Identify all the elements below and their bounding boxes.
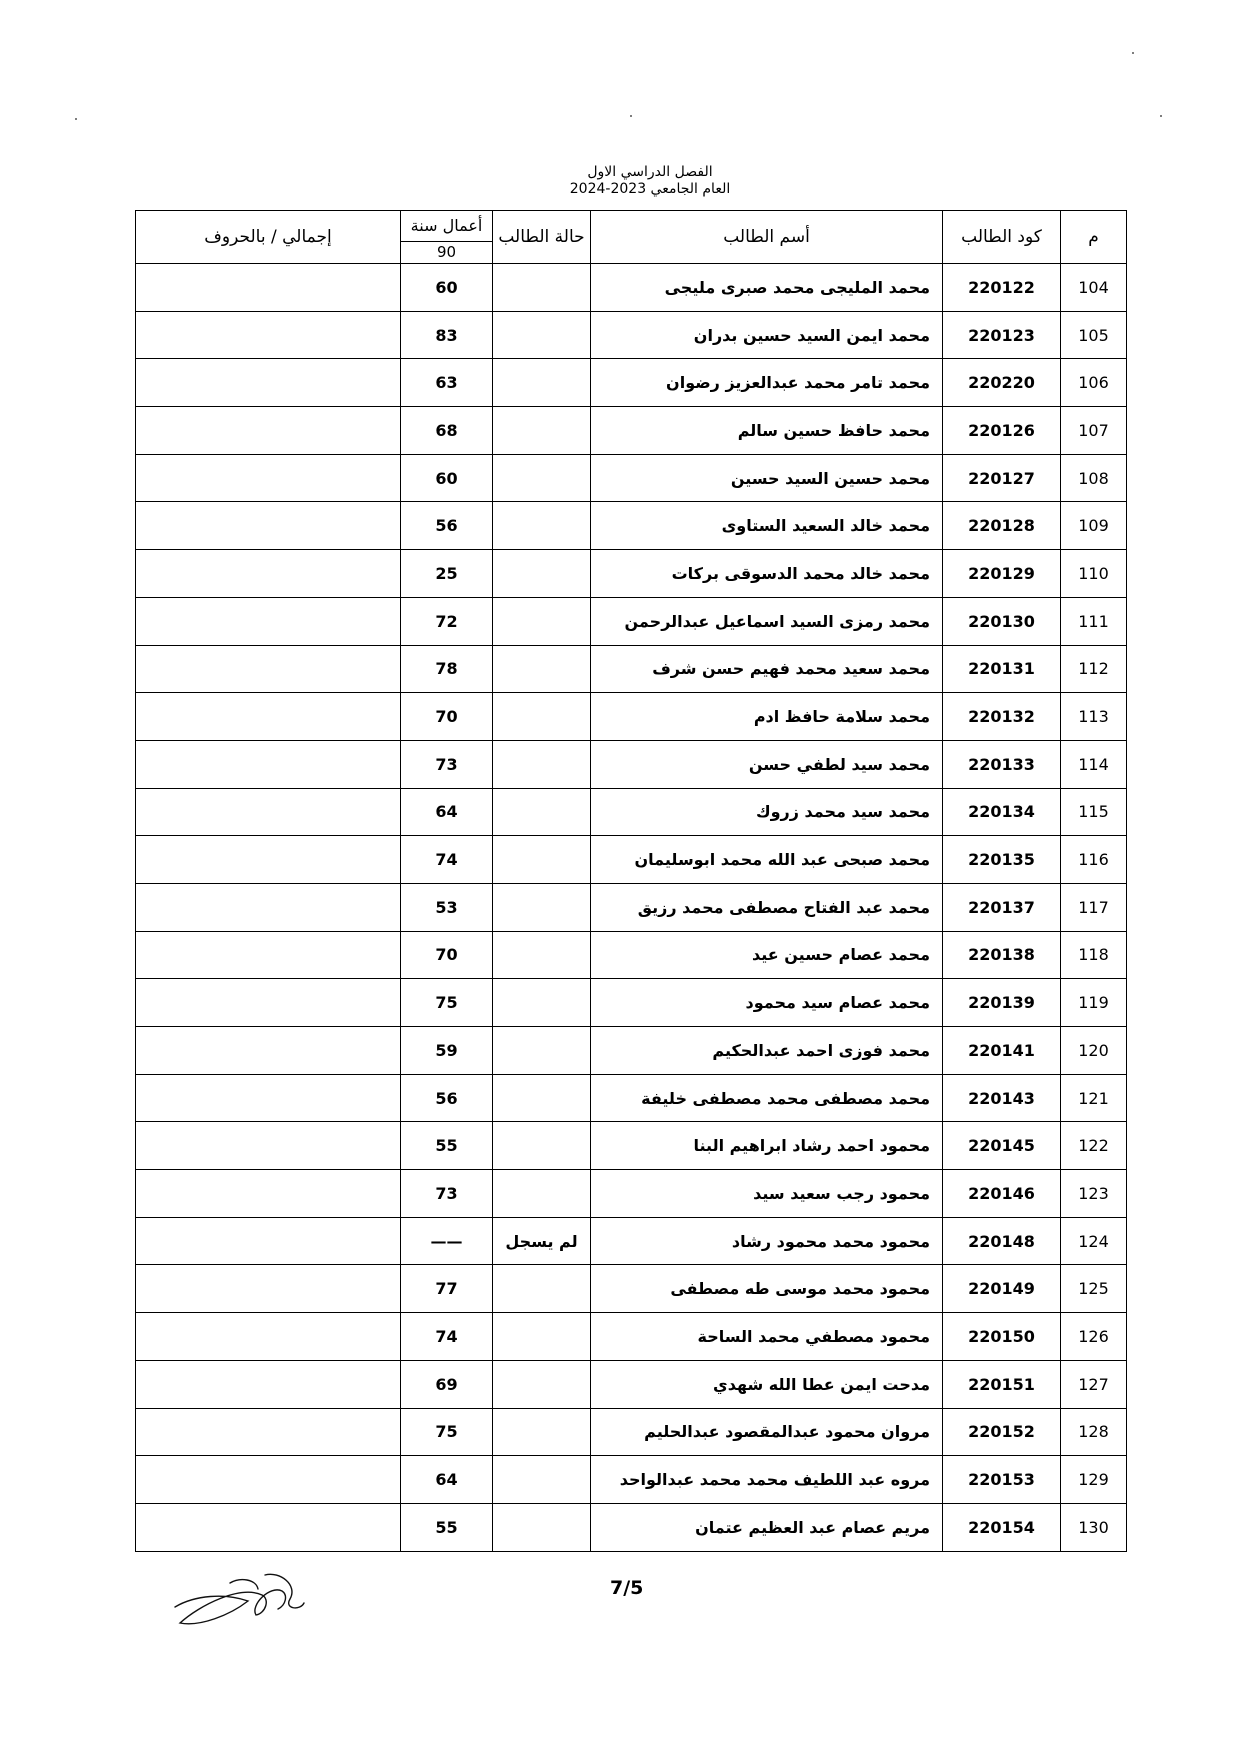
- year-work-grade: 78: [401, 645, 493, 693]
- year-work-grade: 74: [401, 836, 493, 884]
- student-code: 220220: [943, 359, 1061, 407]
- year-work-grade: 68: [401, 407, 493, 455]
- year-work-grade: 63: [401, 359, 493, 407]
- student-name: محمد سلامة حافظ ادم: [591, 693, 943, 741]
- student-name: محمد ايمن السيد حسين بدران: [591, 311, 943, 359]
- student-code: 220154: [943, 1503, 1061, 1551]
- scan-speck: [75, 118, 77, 120]
- academic-year: العام الجامعي 2023-2024: [569, 181, 731, 197]
- table-row: [136, 359, 1127, 407]
- student-status: [493, 740, 591, 788]
- student-status: [493, 1456, 591, 1504]
- student-code: 220146: [943, 1170, 1061, 1218]
- total-in-words: [136, 836, 401, 884]
- student-name: محمود رجب سعيد سيد: [591, 1170, 943, 1218]
- table-row: [136, 883, 1127, 931]
- table-row: [136, 1027, 1127, 1075]
- table-row: [136, 550, 1127, 598]
- row-index: 111: [1061, 597, 1127, 645]
- row-index: 119: [1061, 979, 1127, 1027]
- table-row: [136, 1503, 1127, 1551]
- student-code: 220145: [943, 1122, 1061, 1170]
- student-code: 220129: [943, 550, 1061, 598]
- student-status: [493, 979, 591, 1027]
- student-name: مروان محمود عبدالمقصود عبدالحليم: [591, 1408, 943, 1456]
- year-work-grade: 53: [401, 883, 493, 931]
- table-row: [136, 788, 1127, 836]
- table-row: [136, 407, 1127, 455]
- student-name: مريم عصام عبد العظيم عتمان: [591, 1503, 943, 1551]
- signature-icon: [170, 1565, 310, 1635]
- student-status: [493, 407, 591, 455]
- row-index: 105: [1061, 311, 1127, 359]
- student-code: 220138: [943, 931, 1061, 979]
- student-name: محمد رمزى السيد اسماعيل عبدالرحمن: [591, 597, 943, 645]
- total-in-words: [136, 1265, 401, 1313]
- total-in-words: [136, 597, 401, 645]
- student-code: 220130: [943, 597, 1061, 645]
- total-in-words: [136, 311, 401, 359]
- year-work-grade: 73: [401, 740, 493, 788]
- year-work-grade: 60: [401, 264, 493, 312]
- row-index: 120: [1061, 1027, 1127, 1075]
- header-index: م: [1061, 211, 1127, 264]
- total-in-words: [136, 1456, 401, 1504]
- total-in-words: [136, 359, 401, 407]
- row-index: 130: [1061, 1503, 1127, 1551]
- table-row: [136, 264, 1127, 312]
- scan-speck: [630, 115, 632, 117]
- student-code: 220137: [943, 883, 1061, 931]
- student-code: 220143: [943, 1074, 1061, 1122]
- student-code: 220151: [943, 1360, 1061, 1408]
- total-in-words: [136, 979, 401, 1027]
- page-number: 7/5: [610, 1577, 644, 1599]
- total-in-words: [136, 1313, 401, 1361]
- student-name: مدحت ايمن عطا الله شهدي: [591, 1360, 943, 1408]
- table-row: [136, 836, 1127, 884]
- total-in-words: [136, 1122, 401, 1170]
- header-year-work: [401, 211, 493, 264]
- year-work-grade: 64: [401, 1456, 493, 1504]
- student-name: محمد سعيد محمد فهيم حسن شرف: [591, 645, 943, 693]
- student-status: [493, 264, 591, 312]
- student-status: [493, 1503, 591, 1551]
- semester-title: الفصل الدراسي الاول: [587, 164, 713, 180]
- student-name: مروه عبد اللطيف محمد محمد عبدالواحد: [591, 1456, 943, 1504]
- student-name: محمد خالد السعيد الستاوى: [591, 502, 943, 550]
- student-code: 220141: [943, 1027, 1061, 1075]
- row-index: 117: [1061, 883, 1127, 931]
- year-work-grade: 70: [401, 931, 493, 979]
- row-index: 104: [1061, 264, 1127, 312]
- student-name: محمد خالد محمد الدسوقى بركات: [591, 550, 943, 598]
- table-header-row: [136, 211, 1127, 264]
- year-work-grade: 59: [401, 1027, 493, 1075]
- row-index: 113: [1061, 693, 1127, 741]
- table-row: [136, 693, 1127, 741]
- table-row: [136, 454, 1127, 502]
- total-in-words: [136, 1503, 401, 1551]
- row-index: 125: [1061, 1265, 1127, 1313]
- student-status: [493, 1408, 591, 1456]
- table-row: [136, 1170, 1127, 1218]
- student-name: محمد مصطفى محمد مصطفى خليفة: [591, 1074, 943, 1122]
- year-work-grade: 72: [401, 597, 493, 645]
- student-name: محمود محمد محمود رشاد: [591, 1217, 943, 1265]
- year-work-grade: 64: [401, 788, 493, 836]
- row-index: 118: [1061, 931, 1127, 979]
- year-work-grade: 75: [401, 979, 493, 1027]
- student-name: محمد تامر محمد عبدالعزيز رضوان: [591, 359, 943, 407]
- row-index: 123: [1061, 1170, 1127, 1218]
- total-in-words: [136, 550, 401, 598]
- row-index: 129: [1061, 1456, 1127, 1504]
- student-status: [493, 1027, 591, 1075]
- year-work-grade: 69: [401, 1360, 493, 1408]
- row-index: 114: [1061, 740, 1127, 788]
- table-row: [136, 645, 1127, 693]
- student-code: 220131: [943, 645, 1061, 693]
- total-in-words: [136, 1217, 401, 1265]
- student-status: [493, 883, 591, 931]
- table-row: [136, 931, 1127, 979]
- total-in-words: [136, 407, 401, 455]
- row-index: 109: [1061, 502, 1127, 550]
- table-row: [136, 1074, 1127, 1122]
- header-student-name: أسم الطالب: [591, 211, 943, 264]
- total-in-words: [136, 1074, 401, 1122]
- student-code: 220127: [943, 454, 1061, 502]
- student-code: 220150: [943, 1313, 1061, 1361]
- student-code: 220152: [943, 1408, 1061, 1456]
- student-name: محمود مصطفي محمد الساحة: [591, 1313, 943, 1361]
- student-code: 220123: [943, 311, 1061, 359]
- student-name: محمد المليجى محمد صبرى مليجى: [591, 264, 943, 312]
- student-status: [493, 1265, 591, 1313]
- table-row: [136, 1265, 1127, 1313]
- row-index: 116: [1061, 836, 1127, 884]
- student-status: [493, 597, 591, 645]
- year-work-grade: 25: [401, 550, 493, 598]
- total-in-words: [136, 264, 401, 312]
- row-index: 126: [1061, 1313, 1127, 1361]
- student-status: [493, 645, 591, 693]
- row-index: 108: [1061, 454, 1127, 502]
- header-student-status: حالة الطالب: [493, 211, 591, 264]
- grades-table: [135, 210, 1127, 1552]
- student-code: 220135: [943, 836, 1061, 884]
- scan-speck: [1160, 115, 1162, 117]
- student-code: 220133: [943, 740, 1061, 788]
- document-header: [440, 164, 860, 198]
- table-row: [136, 1122, 1127, 1170]
- total-in-words: [136, 1170, 401, 1218]
- table-row: [136, 1313, 1127, 1361]
- student-code: 220134: [943, 788, 1061, 836]
- student-code: 220139: [943, 979, 1061, 1027]
- scan-speck: [1132, 52, 1134, 54]
- year-work-grade: ——: [401, 1217, 493, 1265]
- row-index: 128: [1061, 1408, 1127, 1456]
- total-in-words: [136, 502, 401, 550]
- total-in-words: [136, 740, 401, 788]
- row-index: 124: [1061, 1217, 1127, 1265]
- header-total-in-words: إجمالي / بالحروف: [136, 211, 401, 264]
- student-status: [493, 311, 591, 359]
- student-status: [493, 359, 591, 407]
- total-in-words: [136, 883, 401, 931]
- table-row: [136, 597, 1127, 645]
- table-row: [136, 1217, 1127, 1265]
- table-row: [136, 311, 1127, 359]
- student-status: [493, 693, 591, 741]
- year-work-grade: 70: [401, 693, 493, 741]
- year-work-grade: 77: [401, 1265, 493, 1313]
- table-row: [136, 1360, 1127, 1408]
- year-work-grade: 74: [401, 1313, 493, 1361]
- row-index: 106: [1061, 359, 1127, 407]
- row-index: 107: [1061, 407, 1127, 455]
- student-status: [493, 836, 591, 884]
- row-index: 112: [1061, 645, 1127, 693]
- year-work-grade: 56: [401, 1074, 493, 1122]
- header-student-code: كود الطالب: [943, 211, 1061, 264]
- table-row: [136, 740, 1127, 788]
- year-work-grade: 56: [401, 502, 493, 550]
- total-in-words: [136, 788, 401, 836]
- student-name: محمد حسين السيد حسين: [591, 454, 943, 502]
- student-status: [493, 1122, 591, 1170]
- student-name: محمد فوزى احمد عبدالحكيم: [591, 1027, 943, 1075]
- student-name: محمد عصام حسين عيد: [591, 931, 943, 979]
- student-name: محمد سيد محمد زروك: [591, 788, 943, 836]
- year-work-grade: 60: [401, 454, 493, 502]
- student-status: [493, 454, 591, 502]
- table-row: [136, 1456, 1127, 1504]
- student-status: [493, 1313, 591, 1361]
- row-index: 110: [1061, 550, 1127, 598]
- row-index: 115: [1061, 788, 1127, 836]
- student-name: محمود محمد موسى طه مصطفى: [591, 1265, 943, 1313]
- student-code: 220128: [943, 502, 1061, 550]
- year-work-grade: 55: [401, 1503, 493, 1551]
- student-name: محمد عصام سيد محمود: [591, 979, 943, 1027]
- student-code: 220153: [943, 1456, 1061, 1504]
- table-row: [136, 1408, 1127, 1456]
- total-in-words: [136, 1027, 401, 1075]
- total-in-words: [136, 693, 401, 741]
- student-name: محمد سيد لطفي حسن: [591, 740, 943, 788]
- student-status: لم يسجل: [493, 1217, 591, 1265]
- student-name: محمد حافظ حسين سالم: [591, 407, 943, 455]
- student-status: [493, 550, 591, 598]
- year-work-grade: 75: [401, 1408, 493, 1456]
- student-code: 220148: [943, 1217, 1061, 1265]
- student-status: [493, 1170, 591, 1218]
- student-code: 220132: [943, 693, 1061, 741]
- table-row: [136, 502, 1127, 550]
- student-status: [493, 1360, 591, 1408]
- total-in-words: [136, 454, 401, 502]
- student-name: محمود احمد رشاد ابراهيم البنا: [591, 1122, 943, 1170]
- table-row: [136, 979, 1127, 1027]
- year-work-grade: 83: [401, 311, 493, 359]
- year-work-grade: 55: [401, 1122, 493, 1170]
- total-in-words: [136, 1360, 401, 1408]
- student-code: 220149: [943, 1265, 1061, 1313]
- student-name: محمد صبحى عبد الله محمد ابوسليمان: [591, 836, 943, 884]
- student-code: 220122: [943, 264, 1061, 312]
- row-index: 127: [1061, 1360, 1127, 1408]
- total-in-words: [136, 645, 401, 693]
- total-in-words: [136, 1408, 401, 1456]
- student-status: [493, 1074, 591, 1122]
- header-year-work-label: أعمال سنة: [401, 211, 492, 242]
- student-status: [493, 788, 591, 836]
- header-year-work-max: 90: [436, 243, 457, 261]
- total-in-words: [136, 931, 401, 979]
- student-status: [493, 931, 591, 979]
- student-code: 220126: [943, 407, 1061, 455]
- student-status: [493, 502, 591, 550]
- row-index: 122: [1061, 1122, 1127, 1170]
- year-work-grade: 73: [401, 1170, 493, 1218]
- student-name: محمد عبد الفتاح مصطفى محمد رزيق: [591, 883, 943, 931]
- row-index: 121: [1061, 1074, 1127, 1122]
